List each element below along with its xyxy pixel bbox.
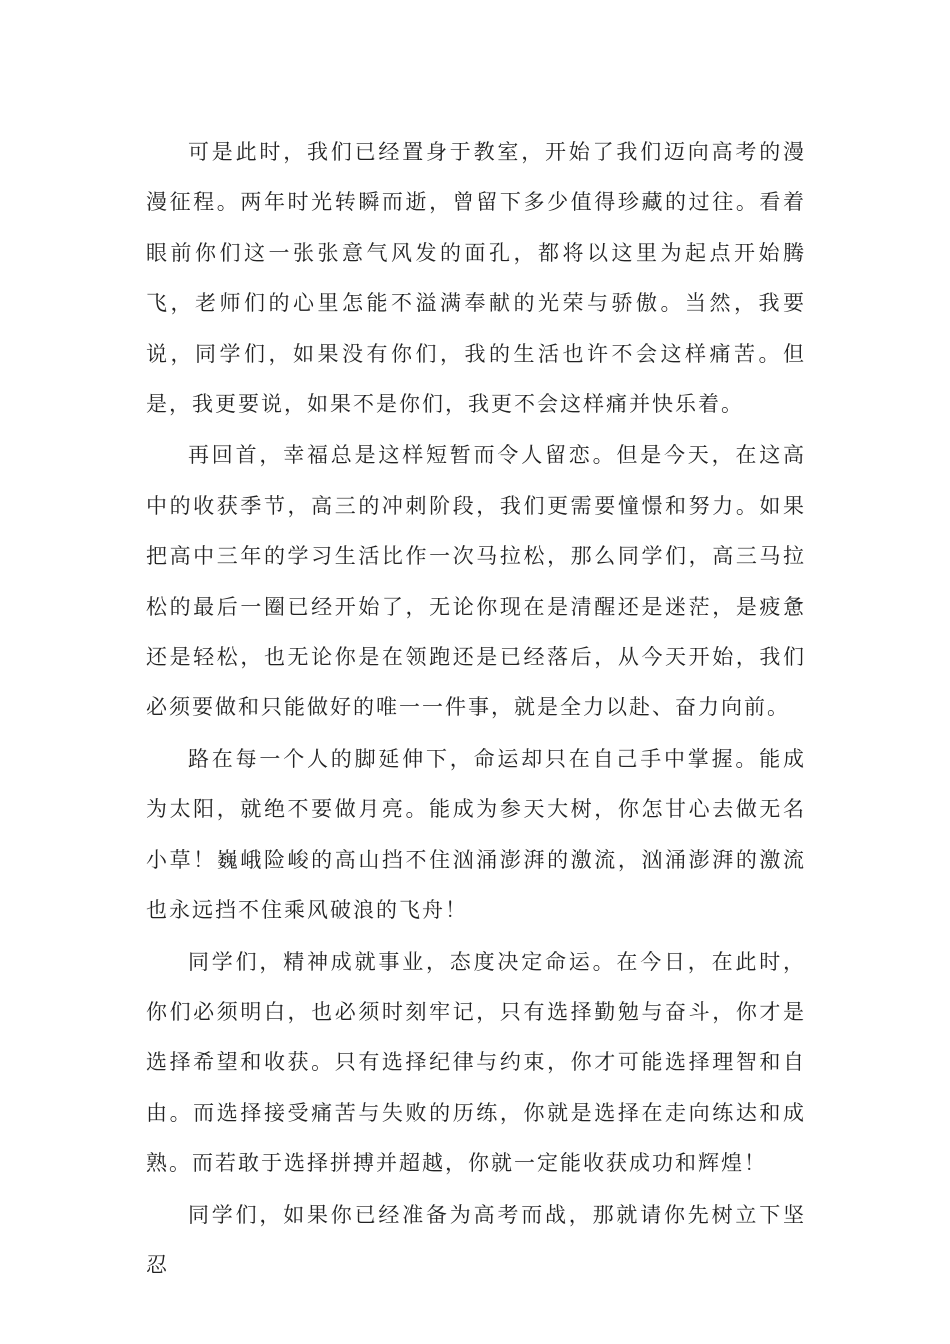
paragraph: 同学们，如果你已经准备为高考而战，那就请你先树立下坚忍 xyxy=(146,1202,806,1277)
document-body xyxy=(146,127,806,1291)
paragraph: 路在每一个人的脚延伸下，命运却只在自己手中掌握。能成为太阳，就绝不要做月亮。能成为参天大树，你怎甘心去做无名小草！巍峨险峻的高山挡不住汹涌澎湃的激流，汹涌澎湃的激流也永远挡不住乘风破浪的飞舟！ xyxy=(146,746,806,923)
paragraph: 再回首，幸福总是这样短暂而令人留恋。但是今天，在这高中的收获季节，高三的冲刺阶段，我们更需要憧憬和努力。如果把高中三年的学习生活比作一次马拉松，那么同学们，高三马拉松的最后一圈已经开始了，无论你现在是清醒还是迷茫，是疲惫还是轻松，也无论你是在领跑还是已经落后，从今天开始，我们必须要做和只能做好的唯一一件事，就是全力以赴、奋力向前。 xyxy=(146,443,806,720)
paragraph: 同学们，精神成就事业，态度决定命运。在今日，在此时，你们必须明白，也必须时刻牢记，只有选择勤勉与奋斗，你才是选择希望和收获。只有选择纪律与约束，你才可能选择理智和自由。而选择接受痛苦与失败的历练，你就是选择在走向练达和成熟。而若敢于选择拼搏并超越，你就一定能收获成功和辉煌！ xyxy=(146,949,806,1176)
paragraph: 可是此时，我们已经置身于教室，开始了我们迈向高考的漫漫征程。两年时光转瞬而逝，曾留下多少值得珍藏的过往。看着眼前你们这一张张意气风发的面孔，都将以这里为起点开始腾飞，老师们的心里怎能不溢满奉献的光荣与骄傲。当然，我要说，同学们，如果没有你们，我的生活也许不会这样痛苦。但是，我更要说，如果不是你们，我更不会这样痛并快乐着。 xyxy=(146,140,806,417)
